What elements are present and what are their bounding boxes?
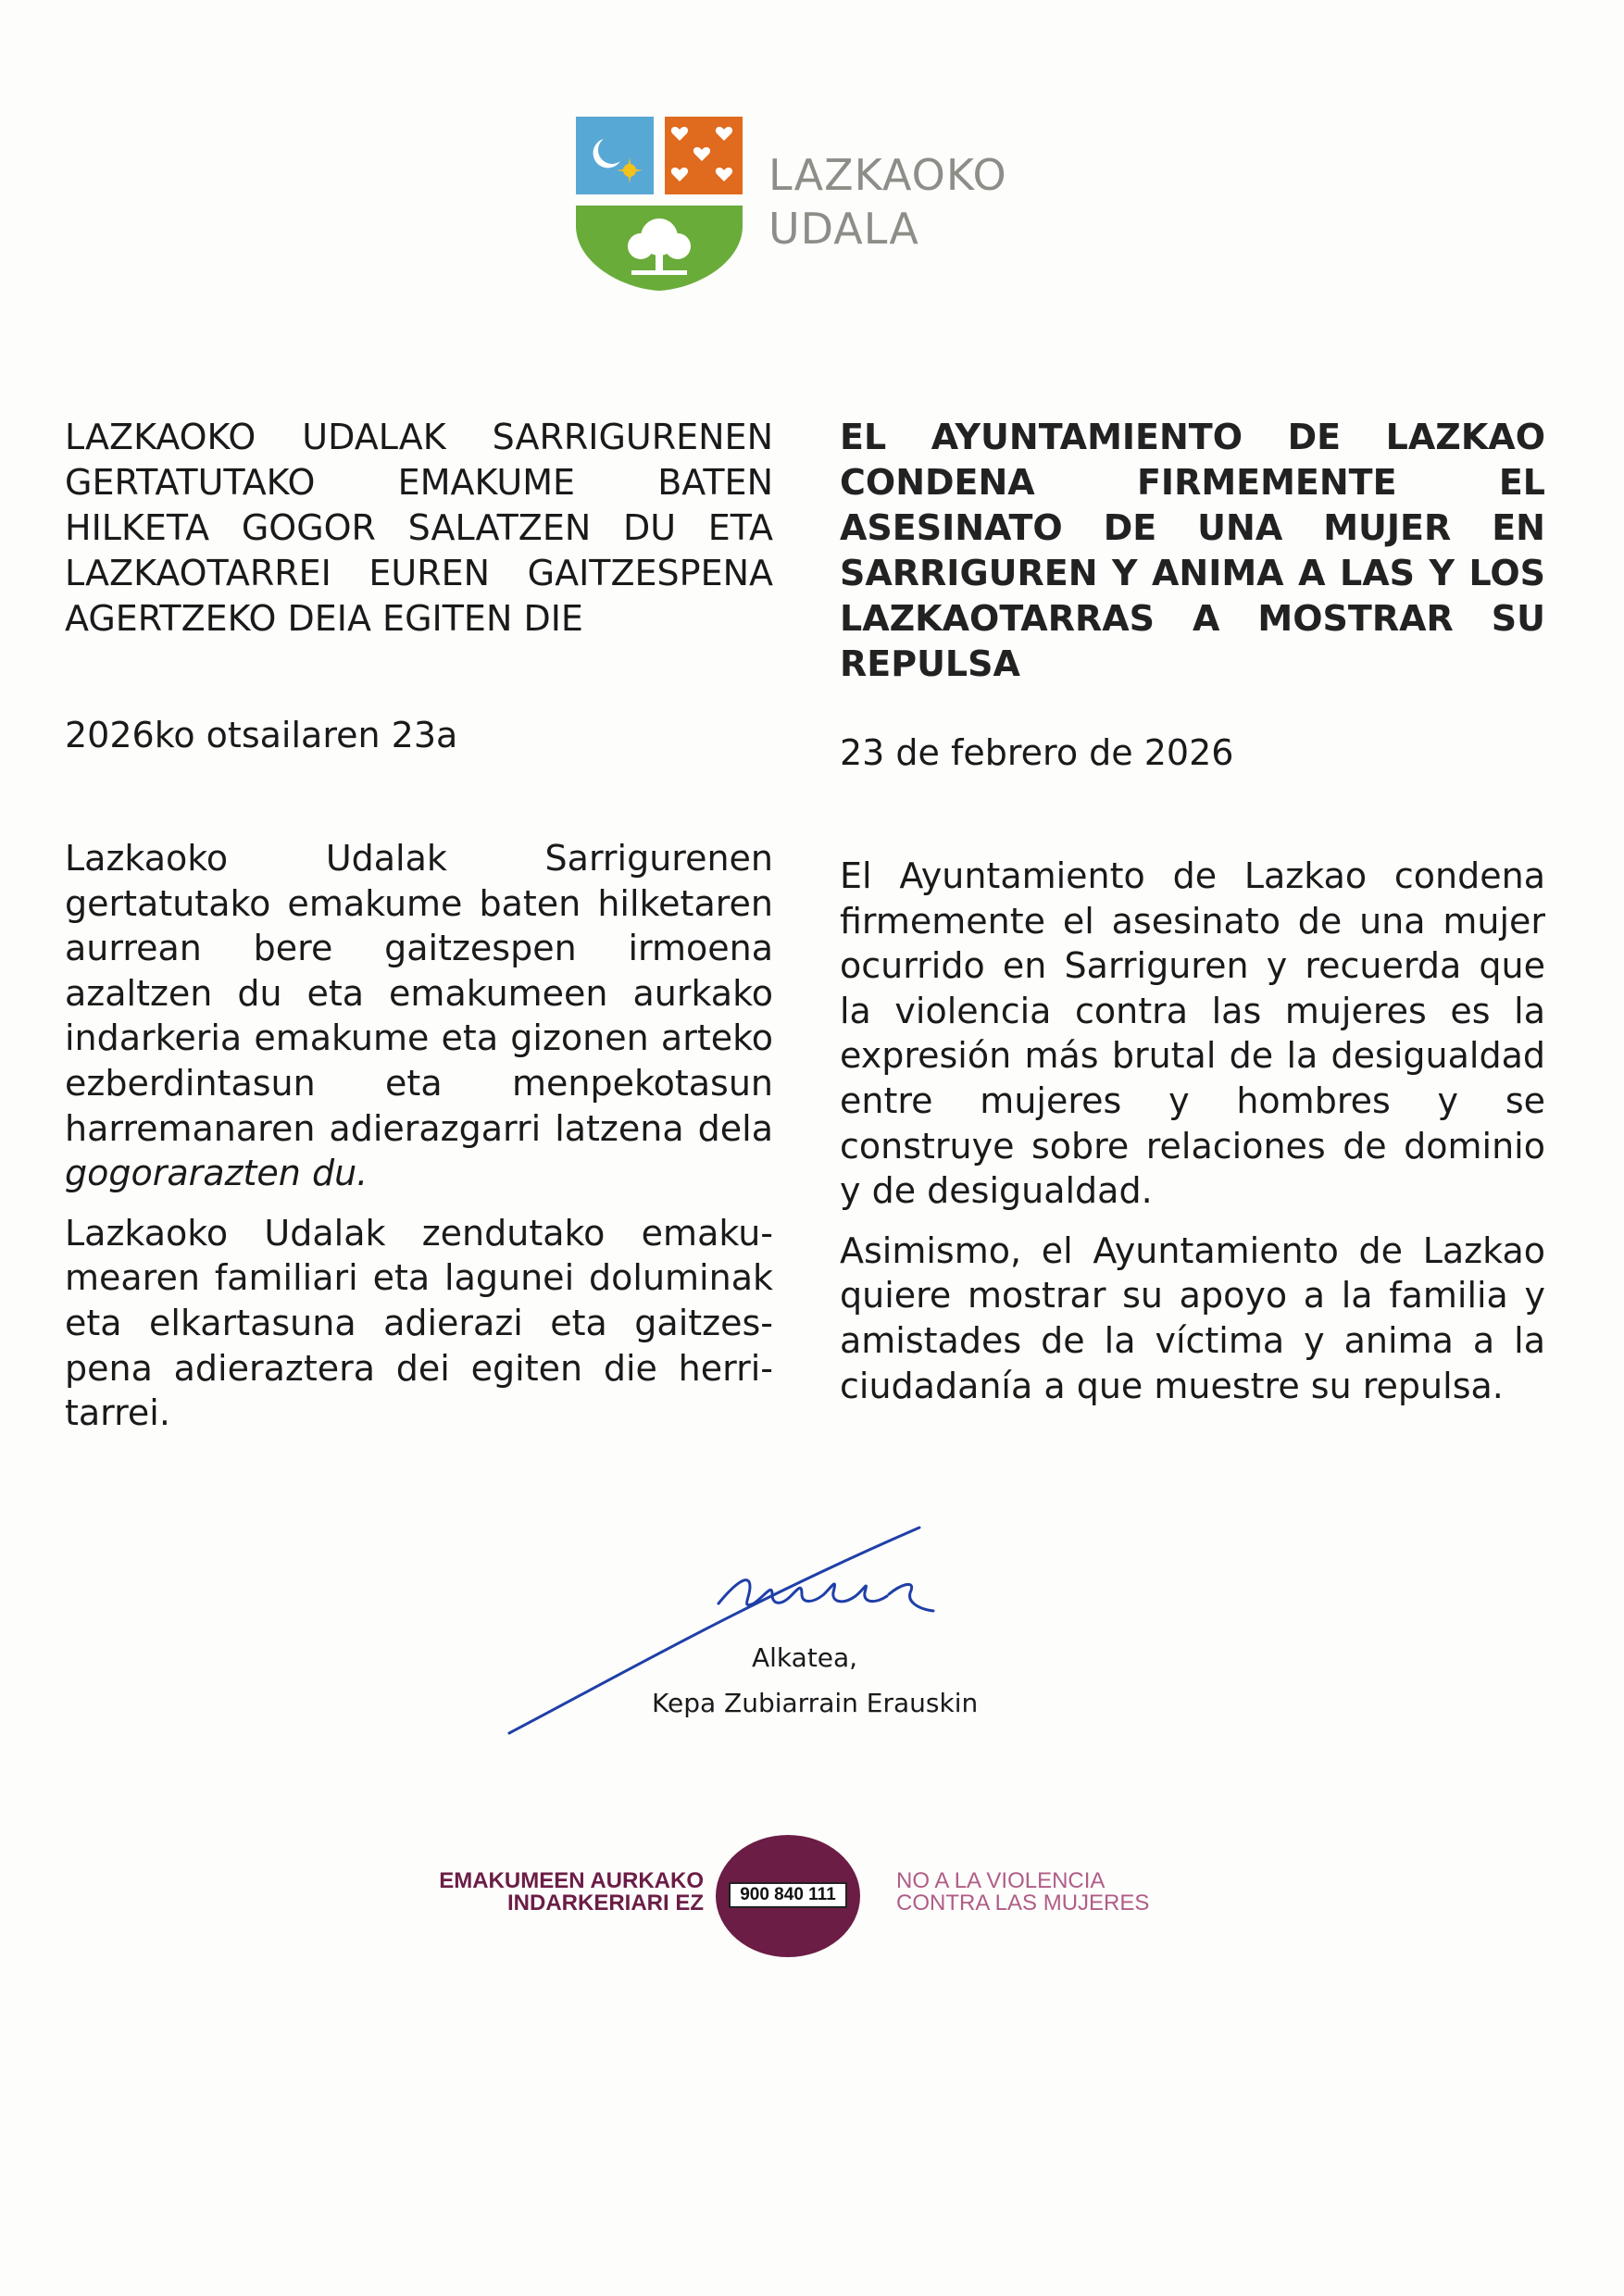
org-line1: LAZKAOKO <box>768 150 1007 200</box>
helpline-phone: 900 840 111 <box>729 1882 847 1908</box>
spanish-paragraph-1: El Ayuntamiento de Lazkao condena firmemente el asesinato de una mujer ocurrido en Sarriguren y recuerda que la violencia contra las mujeres es la expresión más brutal de la desigualdad entre mujeres y hombres y se construye sobre relaciones de dominio y de desigualdad. <box>840 855 1545 1212</box>
basque-body <box>65 836 773 1451</box>
campaign-spanish-line1: NO A LA VIOLENCIA <box>896 1868 1106 1893</box>
campaign-basque-line2: INDARKERIARI EZ <box>506 1890 704 1915</box>
basque-date: 2026ko otsailaren 23a <box>65 715 458 755</box>
campaign-basque-line1: EMAKUMEEN AURKAKO <box>439 1868 704 1893</box>
campaign-spanish-slogan <box>896 1870 1149 1915</box>
spanish-body <box>840 854 1545 1423</box>
spanish-date: 23 de febrero de 2026 <box>840 732 1234 773</box>
signatory-role: Alkatea, <box>752 1642 858 1673</box>
coat-of-arms-logo <box>576 117 743 291</box>
basque-title: LAZKAOKO UDALAK SARRIGURENEN GERTATUTAKO EMAKUME BATEN HILKETA GOGOR SALATZEN DU ETA LAZKAOTARREI EUREN GAITZESPENA AGERTZEKO DEIA EGITEN DIE <box>65 417 773 639</box>
basque-paragraph-1-italic: gogorarazten du. <box>65 1153 369 1194</box>
basque-paragraph-1-text: Lazkaoko Udalak Sarrigurenen gertatutako emakume baten hilketaren aurrean bere gaitzespen irmoena azaltzen du eta emakumeen aurkako indarkeria emakume eta gizonen arteko ezberdintasun eta menpekotasun harremanaren adierazgarri latzena dela <box>65 838 773 1149</box>
signatory-name: Kepa Zubiarrain Erauskin <box>652 1688 979 1718</box>
municipality-name <box>768 148 1007 256</box>
campaign-spanish-line2: CONTRA LAS MUJERES <box>896 1890 1150 1915</box>
shield-blue-quarter <box>576 117 654 194</box>
spanish-title: EL AYUNTAMIENTO DE LAZKAO CONDENA FIRMEMENTE EL ASESINATO DE UNA MUJER EN SARRIGUREN Y ANIMA A LAS Y LOS LAZKAOTARRAS A MOSTRAR SU REPULSA <box>840 417 1545 684</box>
campaign-basque-slogan <box>426 1870 704 1915</box>
spanish-paragraph-2: Asimismo, el Ayuntamiento de Lazkao quiere mostrar su apoyo a la familia y amistades de la víctima y anima a la ciudadanía a que muestre su repulsa. <box>840 1229 1545 1406</box>
basque-paragraph-2: Lazkaoko Udalak zendutako emakumearen familiari eta lagunei doluminak eta elkartasuna adierazi eta gaitzespena adieraztera dei egiten die herritarrei. <box>65 1212 773 1434</box>
basque-paragraph-1 <box>65 836 773 1196</box>
org-line2: UDALA <box>768 204 919 254</box>
